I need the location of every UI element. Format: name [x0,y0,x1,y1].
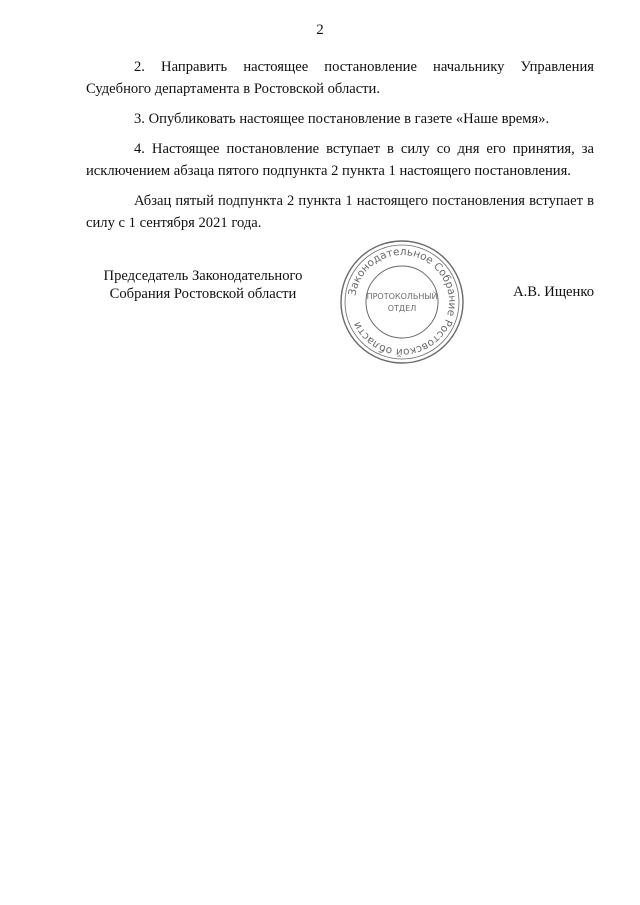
document-body [86,56,594,234]
signatory-title-line-1: Председатель Законодательного [103,268,303,284]
paragraph-effective-date: Абзац пятый подпункта 2 пункта 1 настоящего постановления вступает в силу с 1 сентября 2021 года. [86,193,594,231]
seal-center-line-1: ПРОТОКОЛЬНЫЙ [366,292,438,301]
seal-ring-text: Законодательное Собрание Ростовской области [346,245,459,359]
seal-inner-ring [366,266,438,338]
paragraph-item-4: 4. Настоящее постановление вступает в силу со дня его принятия, за исключением абзаца пятого подпункта 2 пункта 1 настоящего постановления. [86,141,594,179]
signatory-title-line-2: Собрания Ростовской области [109,286,297,302]
paragraph-item-3: 3. Опубликовать настоящее постановление в газете «Наше время». [134,111,550,127]
seal-inner-outer-ring [345,245,459,359]
signatory-name: А.В. Ищенко [513,284,594,300]
paragraph-item-2: 2. Направить настоящее постановление начальнику Управления Судебного департамента в Ростовской области. [86,59,594,97]
signatory-title [88,267,318,303]
official-seal [337,237,467,367]
seal-outer-ring [341,241,463,363]
page-number: 2 [316,22,324,38]
seal-center-line-2: ОТДЕЛ [387,304,417,313]
